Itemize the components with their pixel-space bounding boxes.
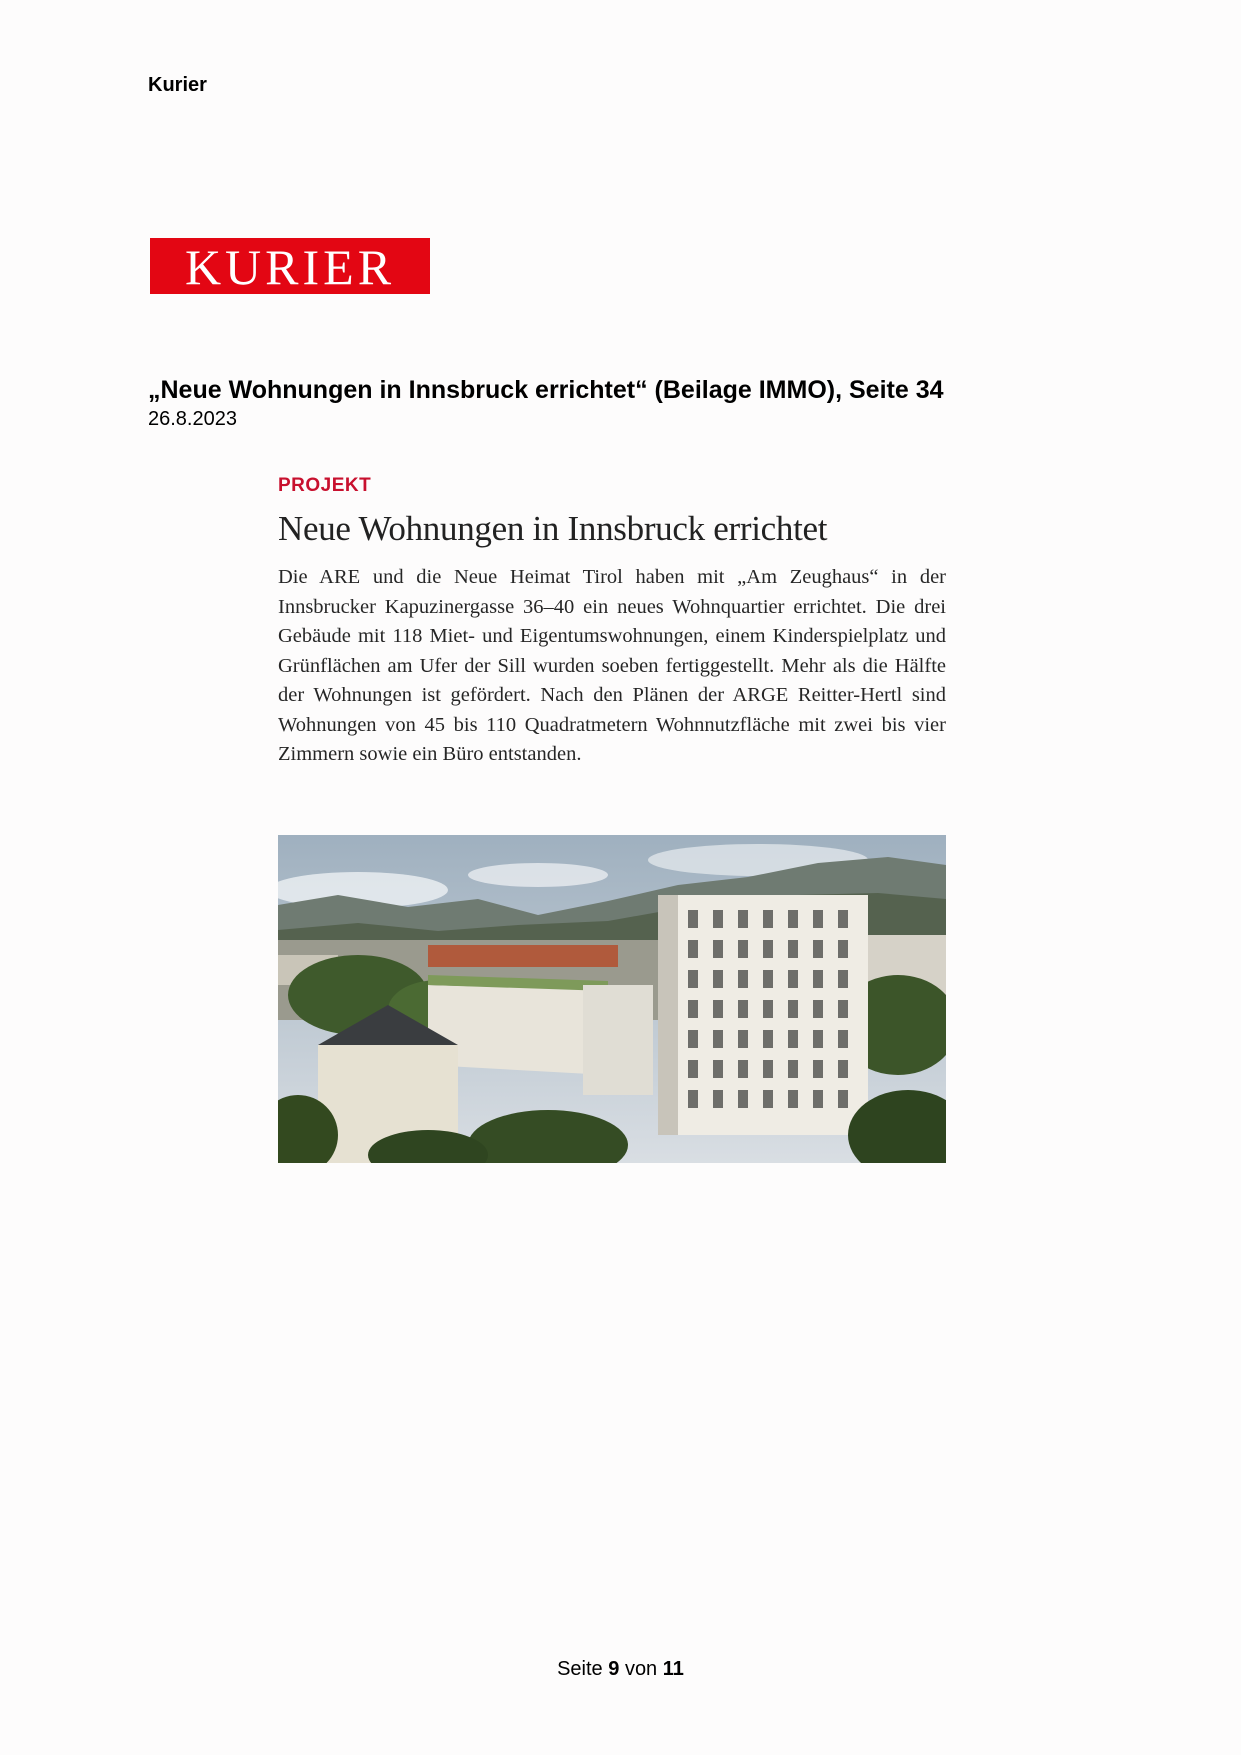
newspaper-clipping [278, 475, 946, 770]
kurier-logo: KURIER [150, 238, 430, 294]
clipping-body: Die ARE und die Neue Heimat Tirol haben mit „Am Zeughaus“ in der Innsbrucker Kapuzinergasse 36–40 ein neues Wohnquartier errichtet. Die drei Gebäude mit 118 Miet- und Eigentumswohnungen, einem Kinderspielplatz und Grünflächen am Ufer der Sill wurden soeben fertiggestellt. Mehr als die Hälfte der Wohnungen ist gefördert. Nach den Plänen der ARGE Reitter-Hertl sind Wohnungen von 45 bis 110 Quadratmetern Wohnnutzfläche mit zwei bis vier Zimmern sowie ein Büro entstanden. [278, 566, 946, 765]
page-footer [0, 1658, 1241, 1681]
clipping-kicker: PROJEKT [278, 475, 372, 496]
source-label: Kurier [148, 74, 207, 96]
footer-separator: von [624, 1658, 658, 1680]
footer-prefix: Seite [557, 1658, 603, 1680]
article-headline: „Neue Wohnungen in Innsbruck errichtet“ (Beilage IMMO), Seite 34 [148, 376, 944, 404]
aerial-photo-icon [278, 835, 946, 1163]
article-date: 26.8.2023 [148, 408, 237, 430]
clipping-title: Neue Wohnungen in Innsbruck errichtet [278, 509, 828, 548]
footer-total-pages: 11 [662, 1658, 684, 1680]
footer-page-number: 9 [608, 1658, 620, 1680]
